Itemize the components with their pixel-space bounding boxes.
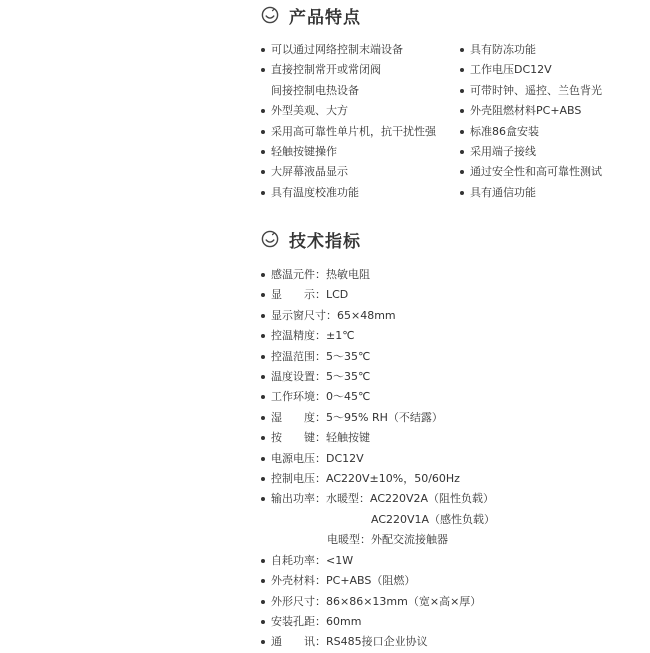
bullet-dot [261, 600, 265, 604]
features-title: 产品特点 [289, 7, 361, 28]
bullet-dot [460, 191, 464, 195]
spec-row: 工作环境： 0～45℃ [261, 387, 495, 407]
specs-header [261, 228, 495, 250]
bullet-dot [460, 130, 464, 134]
bullet-dot [460, 150, 464, 154]
bullet-dot [261, 68, 265, 72]
spec-row: 按 键： 轻触按键 [261, 428, 495, 448]
bullet-dot [261, 436, 265, 440]
bullet-dot [261, 375, 265, 379]
bullet-dot [261, 579, 265, 583]
list-item: 外型美观、大方 [261, 101, 461, 121]
bullet-dot [261, 477, 265, 481]
features-left-column [261, 40, 461, 203]
spec-row: 电源电压： DC12V [261, 449, 495, 469]
spec-row: 输出功率： 水暖型：AC220V2A（阻性负载） [261, 489, 495, 509]
bullet-dot [261, 355, 265, 359]
spec-row: 感温元件： 热敏电阻 [261, 265, 495, 285]
list-item: 标准86盒安装 [460, 122, 650, 142]
bullet-dot [460, 48, 464, 52]
bullet-dot [261, 640, 265, 644]
spec-row: 控温精度： ±1℃ [261, 326, 495, 346]
list-item: 具有通信功能 [460, 183, 650, 203]
spec-row: 外壳材料： PC+ABS（阻燃） [261, 571, 495, 591]
list-item: 大屏幕液晶显示 [261, 162, 461, 182]
spec-row: 显 示： LCD [261, 285, 495, 305]
spec-row-continuation: 电暖型：外配交流接触器 [327, 533, 448, 547]
specs-title: 技术指标 [289, 231, 361, 252]
spec-row: 外形尺寸： 86×86×13mm（宽×高×厚） [261, 592, 495, 612]
bullet-dot [261, 314, 265, 318]
features-right-column [460, 40, 650, 203]
bullet-dot [261, 457, 265, 461]
spec-row: 控制电压： AC220V±10%，50/60Hz [261, 469, 495, 489]
list-item: 外壳阻燃材料PC+ABS [460, 101, 650, 121]
list-item: 采用高可靠性单片机，抗干扰性强 [261, 122, 461, 142]
bullet-dot [460, 170, 464, 174]
bullet-dot [261, 334, 265, 338]
spec-row-continuation: AC220V1A（感性负载） [371, 512, 496, 526]
smiley-icon [261, 6, 279, 24]
spec-row: 安装孔距： 60mm [261, 612, 495, 632]
spec-row: 通 讯： RS485接口企业协议 [261, 632, 495, 652]
bullet-dot [261, 273, 265, 277]
bullet-dot [261, 293, 265, 297]
bullet-dot [261, 559, 265, 563]
features-header [261, 4, 361, 26]
list-item: 具有温度校准功能 [261, 183, 461, 203]
spec-row: 湿 度： 5～95% RH（不结露） [261, 408, 495, 428]
specs-list [261, 265, 495, 653]
bullet-dot [261, 191, 265, 195]
bullet-dot [460, 68, 464, 72]
spec-row: 温度设置： 5～35℃ [261, 367, 495, 387]
spec-row: 显示窗尺寸： 65×48mm [261, 306, 495, 326]
features-section [261, 4, 602, 210]
bullet-dot [261, 109, 265, 113]
bullet-dot [261, 48, 265, 52]
list-item-continuation: 间接控制电热设备 [271, 83, 359, 97]
bullet-dot [261, 497, 265, 501]
bullet-dot [261, 416, 265, 420]
features-list [261, 40, 602, 210]
list-item: 直接控制常开或常闭阀 [261, 60, 461, 80]
smiley-icon [261, 230, 279, 248]
list-item: 轻触按键操作 [261, 142, 461, 162]
bullet-dot [460, 89, 464, 93]
bullet-dot [460, 109, 464, 113]
list-item: 可以通过网络控制末端设备 [261, 40, 461, 60]
spec-row: 控温范围： 5～35℃ [261, 347, 495, 367]
list-item: 通过安全性和高可靠性测试 [460, 162, 650, 182]
list-item: 工作电压DC12V [460, 60, 650, 80]
specs-section [261, 228, 495, 653]
list-item: 可带时钟、遥控、兰色背光 [460, 81, 650, 101]
bullet-dot [261, 150, 265, 154]
spec-row: 自耗功率： <1W [261, 551, 495, 571]
list-item: 采用端子接线 [460, 142, 650, 162]
bullet-dot [261, 620, 265, 624]
bullet-dot [261, 170, 265, 174]
bullet-dot [261, 395, 265, 399]
list-item: 具有防冻功能 [460, 40, 650, 60]
bullet-dot [261, 130, 265, 134]
